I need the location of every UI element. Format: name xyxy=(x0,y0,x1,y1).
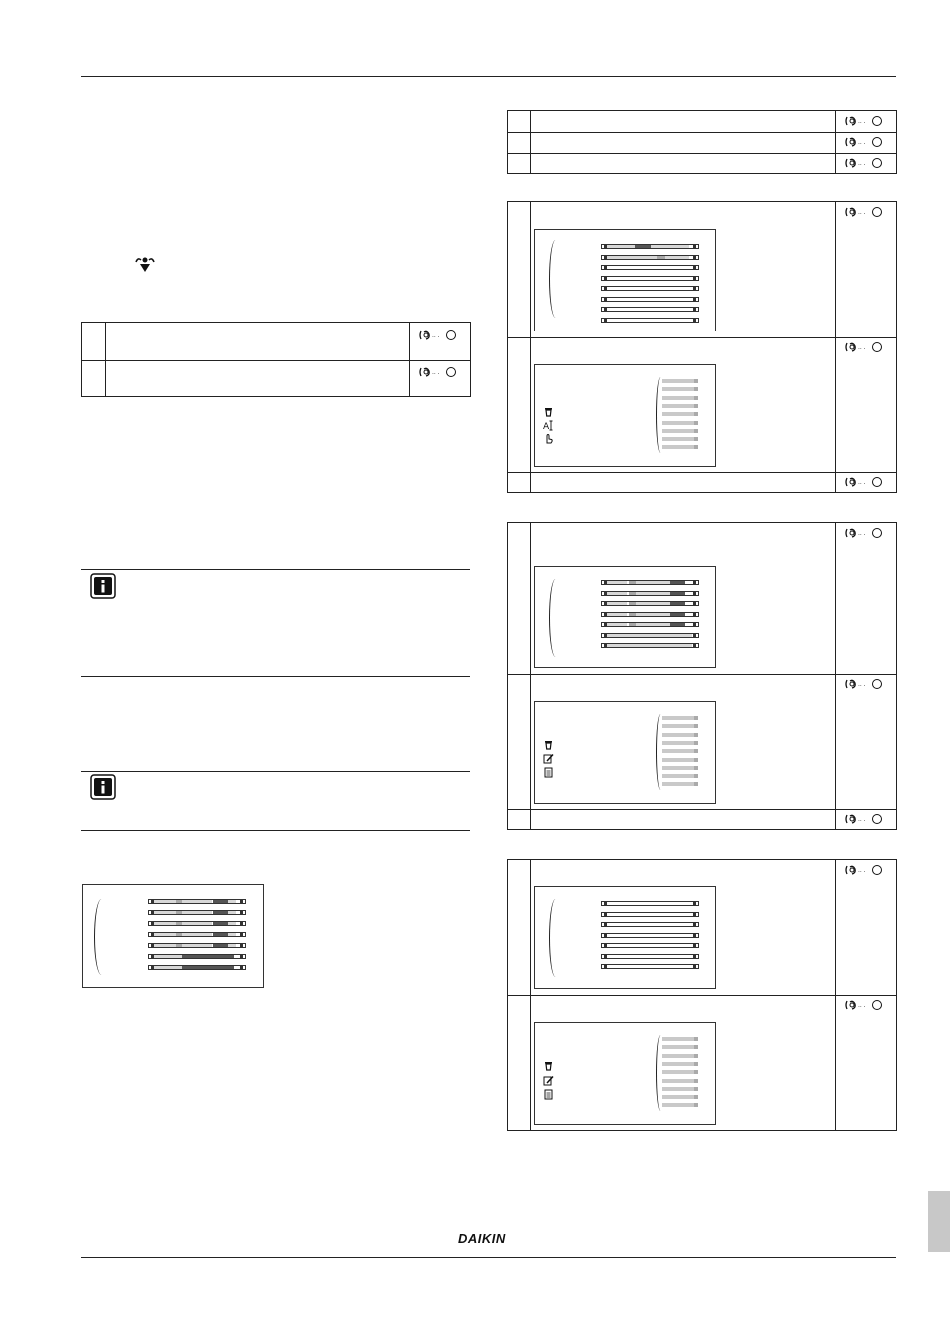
svg-text:·· ·: ·· · xyxy=(858,162,866,169)
schedule-bar xyxy=(148,921,246,926)
schedule-bar xyxy=(601,912,699,917)
hand-dial-control-icon xyxy=(844,678,884,690)
menu-list-bar xyxy=(662,379,698,383)
menu-list-bar xyxy=(662,749,698,753)
menu-list-bar xyxy=(662,774,698,778)
menu-list-bar xyxy=(662,437,698,441)
right-steps-table-1 xyxy=(507,110,897,174)
svg-text:·· ·: ·· · xyxy=(858,120,866,127)
menu-list-bar xyxy=(662,404,698,408)
menu-list-bar xyxy=(662,1079,698,1083)
left-steps-table xyxy=(81,322,471,397)
schedule-bar xyxy=(148,899,246,904)
note-rule xyxy=(81,676,470,677)
table-row xyxy=(82,323,470,360)
hand-dial-control-icon xyxy=(844,206,884,218)
menu-list-bar xyxy=(662,1070,698,1074)
table-row xyxy=(508,809,896,830)
menu-list-bar xyxy=(662,724,698,728)
edit-note-icon xyxy=(543,1075,554,1086)
menu-list-bar xyxy=(662,387,698,391)
table-row xyxy=(508,132,896,153)
schedule-bar xyxy=(601,244,699,249)
schedule-bar xyxy=(148,910,246,915)
schedule-bar xyxy=(601,954,699,959)
schedule-bar xyxy=(601,622,699,627)
menu-list-bar xyxy=(662,429,698,433)
menu-list-bar xyxy=(662,445,698,449)
bodybuilder-icon xyxy=(134,256,156,274)
schedule-bar xyxy=(148,943,246,948)
hand-dial-control-icon xyxy=(844,813,884,825)
chapter-tab xyxy=(928,1191,950,1252)
trash-icon xyxy=(543,406,554,417)
schedule-screen xyxy=(534,886,716,989)
schedule-bar xyxy=(601,265,699,270)
table-row xyxy=(508,111,896,132)
header-rule xyxy=(81,76,896,77)
schedule-bar xyxy=(601,964,699,969)
schedule-bar xyxy=(601,601,699,606)
hand-dial-control-icon xyxy=(844,115,884,127)
menu-list-bar xyxy=(662,1095,698,1099)
hand-dial-control-icon xyxy=(418,329,458,341)
table-row xyxy=(508,153,896,174)
info-icon xyxy=(90,573,116,599)
hand-pointer-icon xyxy=(543,433,554,444)
note-rule xyxy=(81,830,470,831)
menu-list-bar xyxy=(662,782,698,786)
svg-text:·· ·: ·· · xyxy=(858,818,866,825)
schedule-bar xyxy=(601,901,699,906)
svg-text:·· ·: ·· · xyxy=(858,869,866,876)
schedule-bar xyxy=(601,580,699,585)
menu-list-bar xyxy=(662,1054,698,1058)
menu-list-bar xyxy=(662,421,698,425)
svg-text:·· ·: ·· · xyxy=(858,532,866,539)
schedule-bar xyxy=(601,318,699,323)
right-steps-table-4 xyxy=(507,859,897,1131)
right-steps-table-3 xyxy=(507,522,897,830)
action-menu-screen xyxy=(534,364,716,467)
schedule-screen xyxy=(82,884,264,988)
hand-dial-control-icon xyxy=(844,157,884,169)
schedule-bar xyxy=(601,307,699,312)
screen-arc xyxy=(549,240,562,318)
action-menu-screen xyxy=(534,701,716,804)
menu-list-bar xyxy=(662,1087,698,1091)
schedule-bar xyxy=(601,297,699,302)
schedule-bar xyxy=(601,633,699,638)
hand-dial-control-icon xyxy=(418,366,458,378)
schedule-bar xyxy=(601,255,699,260)
daikin-logo: DAIKIN xyxy=(458,1231,506,1246)
info-icon xyxy=(90,774,116,800)
svg-text:·· ·: ·· · xyxy=(432,371,440,378)
menu-list-bar xyxy=(662,733,698,737)
schedule-bar xyxy=(601,591,699,596)
svg-text:·· ·: ·· · xyxy=(858,211,866,218)
schedule-bar xyxy=(601,286,699,291)
menu-list-bar xyxy=(662,716,698,720)
right-steps-table-2 xyxy=(507,201,897,493)
svg-text:·· ·: ·· · xyxy=(858,346,866,353)
svg-text:·· ·: ·· · xyxy=(858,481,866,488)
table-row xyxy=(508,472,896,493)
schedule-bar xyxy=(148,965,246,970)
schedule-bar xyxy=(601,276,699,281)
menu-list-bar xyxy=(662,766,698,770)
hand-dial-control-icon xyxy=(844,136,884,148)
screen-arc xyxy=(549,899,562,977)
schedule-bar xyxy=(601,612,699,617)
schedule-bar xyxy=(601,943,699,948)
menu-list-bar xyxy=(662,412,698,416)
action-menu-screen xyxy=(534,1022,716,1125)
svg-text:A: A xyxy=(543,422,550,431)
schedule-bar xyxy=(601,933,699,938)
menu-list-bar xyxy=(662,741,698,745)
schedule-screen xyxy=(534,229,716,331)
schedule-bar xyxy=(601,643,699,648)
table-row xyxy=(82,360,470,397)
hand-dial-control-icon xyxy=(844,999,884,1011)
svg-text:·· ·: ·· · xyxy=(432,334,440,341)
menu-list-bar xyxy=(662,1103,698,1107)
schedule-bar xyxy=(601,922,699,927)
screen-arc xyxy=(94,899,109,975)
document-icon xyxy=(543,1089,554,1100)
menu-list-bar xyxy=(662,1045,698,1049)
svg-text:·· ·: ·· · xyxy=(858,683,866,690)
menu-list-bar xyxy=(662,758,698,762)
note-rule xyxy=(81,569,470,570)
schedule-screen xyxy=(534,566,716,668)
menu-list-bar xyxy=(662,1062,698,1066)
svg-text:·· ·: ·· · xyxy=(858,141,866,148)
hand-dial-control-icon xyxy=(844,341,884,353)
footer-rule xyxy=(81,1257,896,1258)
trash-icon xyxy=(543,739,554,750)
hand-dial-control-icon xyxy=(844,476,884,488)
document-icon xyxy=(543,767,554,778)
hand-dial-control-icon xyxy=(844,527,884,539)
hand-dial-control-icon xyxy=(844,864,884,876)
menu-list-bar xyxy=(662,1037,698,1041)
menu-list-bar xyxy=(662,396,698,400)
schedule-bar xyxy=(148,954,246,959)
schedule-bar xyxy=(148,932,246,937)
text-cursor-icon xyxy=(543,420,554,431)
screen-arc xyxy=(549,579,562,657)
svg-text:·· ·: ·· · xyxy=(858,1004,866,1011)
note-rule xyxy=(81,771,470,772)
edit-note-icon xyxy=(543,753,554,764)
trash-icon xyxy=(543,1060,554,1071)
